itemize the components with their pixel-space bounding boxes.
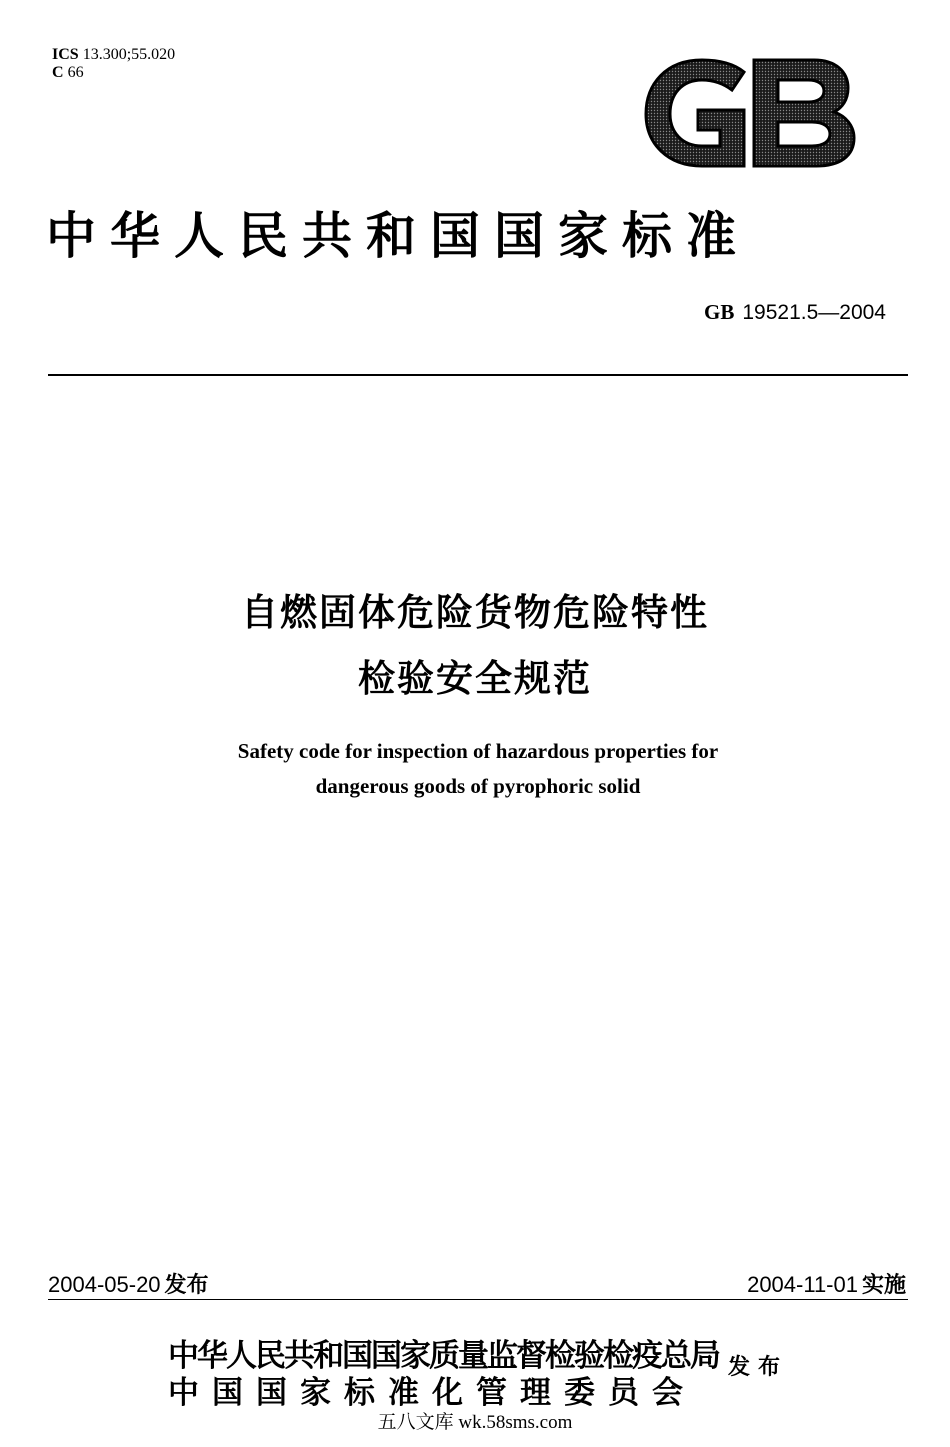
standard-number-value: 19521.5—2004 bbox=[742, 301, 886, 324]
ics-label: ICS bbox=[52, 46, 79, 63]
english-title bbox=[0, 734, 950, 804]
issue-date-tag: 发布 bbox=[164, 1273, 209, 1298]
ccs-line bbox=[52, 64, 175, 82]
ccs-label: C bbox=[52, 64, 64, 81]
standard-number bbox=[704, 300, 886, 325]
ics-code: 13.300;55.020 bbox=[82, 46, 176, 63]
effective-date-value: 2004-11-01 bbox=[747, 1272, 858, 1297]
issue-date bbox=[48, 1268, 209, 1299]
gb-logo-icon bbox=[644, 58, 856, 168]
national-standard-title: 中华人民共和国国家标准 bbox=[46, 206, 750, 265]
issuing-organization-1: 中华人民共和国国家质量监督检验检疫总局 bbox=[168, 1338, 719, 1374]
bottom-divider bbox=[48, 1299, 908, 1300]
ics-line bbox=[52, 46, 175, 64]
effective-date bbox=[747, 1268, 906, 1299]
english-title-line-1: Safety code for inspection of hazardous properties for bbox=[237, 739, 719, 763]
watermark: 五八文库 wk.58sms.com bbox=[377, 1412, 573, 1433]
top-divider bbox=[48, 374, 908, 376]
effective-date-tag: 实施 bbox=[861, 1273, 906, 1298]
standard-number-prefix: GB bbox=[704, 300, 735, 324]
english-title-line-2: dangerous goods of pyrophoric solid bbox=[315, 774, 641, 798]
chinese-title-line-1: 自燃固体危险货物危险特性 bbox=[241, 591, 709, 634]
issue-date-value: 2004-05-20 bbox=[48, 1272, 161, 1297]
ccs-code: 66 bbox=[67, 64, 84, 81]
classification-codes bbox=[52, 46, 175, 82]
chinese-title-line-2: 检验安全规范 bbox=[358, 657, 592, 700]
issue-label: 发布 bbox=[728, 1354, 789, 1380]
issuing-organization-2: 中国国家标准化管理委员会 bbox=[168, 1375, 696, 1411]
